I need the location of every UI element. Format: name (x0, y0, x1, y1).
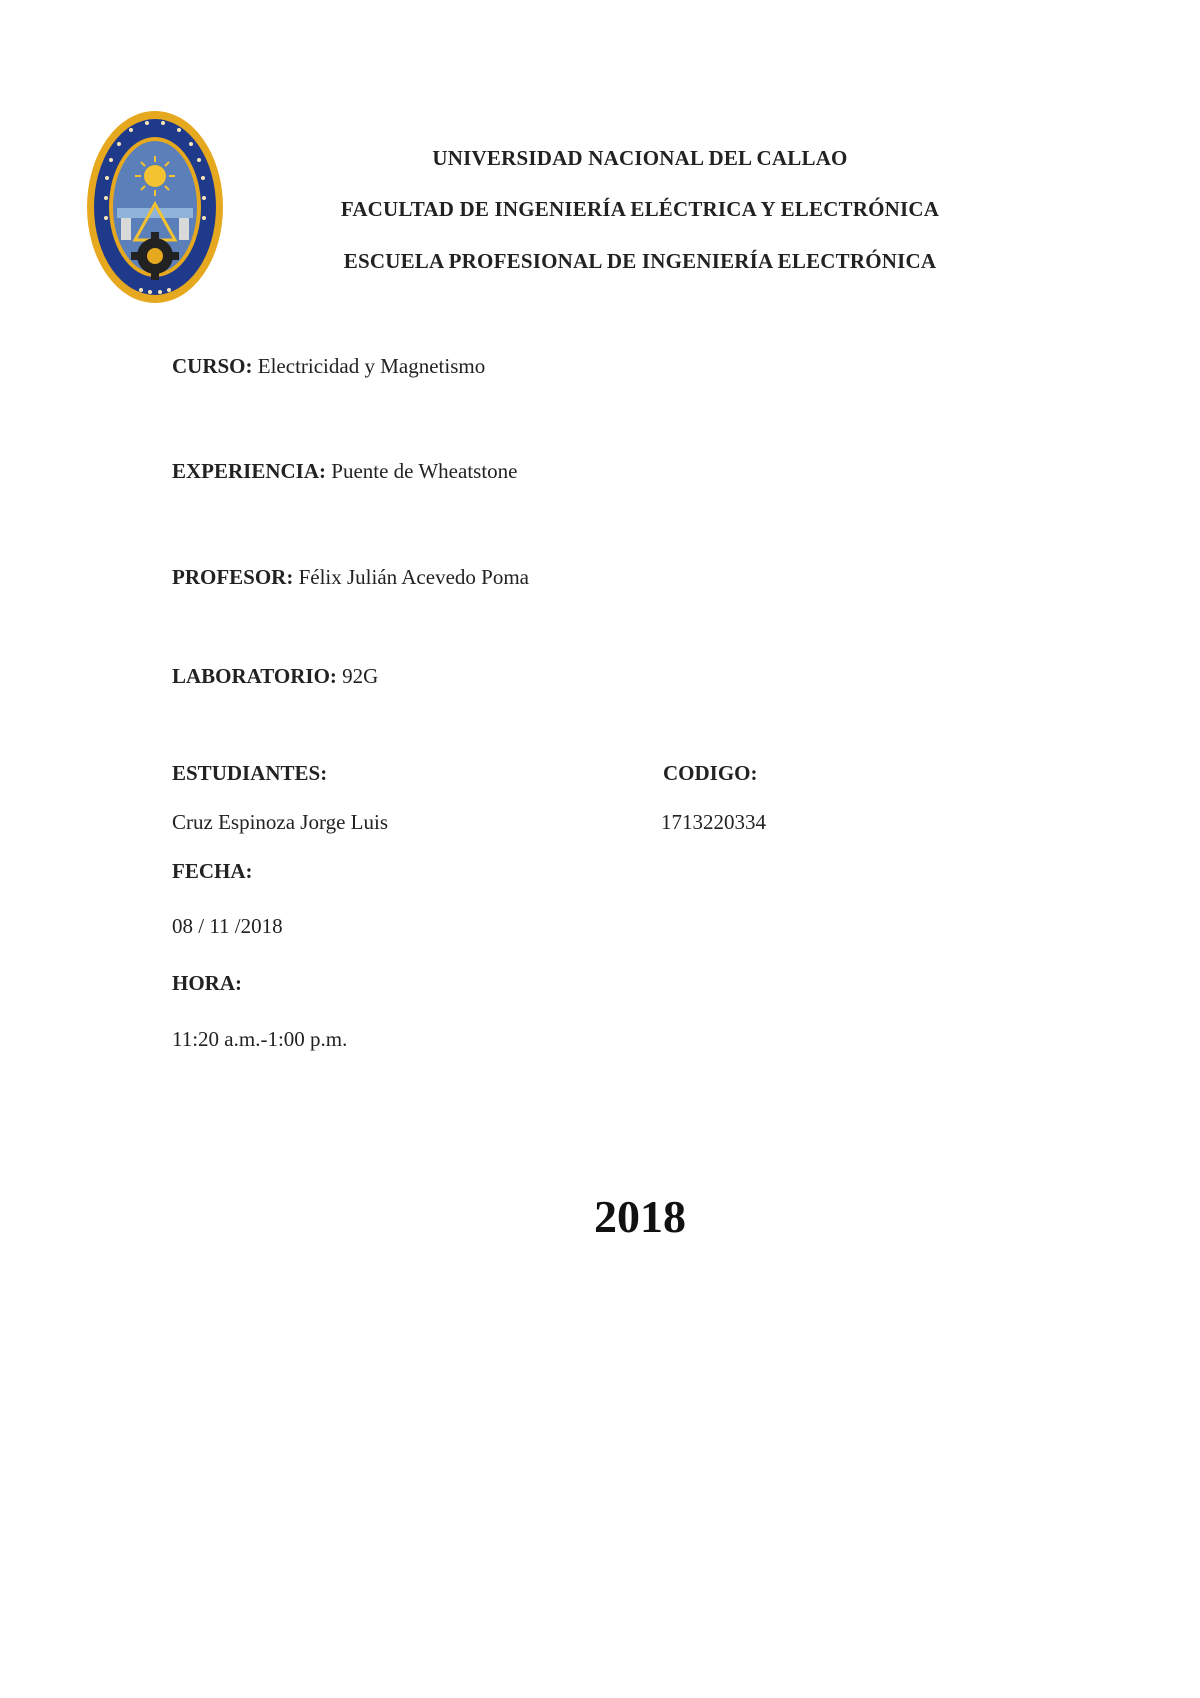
codigo-label: CODIGO: (663, 761, 758, 785)
experiencia-value: Puente de Wheatstone (331, 459, 518, 483)
estudiantes-label: ESTUDIANTES: (172, 761, 328, 785)
fecha-value: 08 / 11 /2018 (172, 914, 283, 938)
student-name: Cruz Espinoza Jorge Luis (172, 810, 388, 834)
curso-label: CURSO: (172, 354, 253, 378)
experiencia-label: EXPERIENCIA: (172, 459, 327, 483)
hora-value: 11:20 a.m.-1:00 p.m. (172, 1027, 348, 1051)
faculty-name: FACULTAD DE INGENIERÍA ELÉCTRICA Y ELECTRÓNICA (340, 197, 940, 221)
university-name: UNIVERSIDAD NACIONAL DEL CALLAO (432, 146, 848, 170)
laboratorio-label: LABORATORIO: (172, 664, 337, 688)
profesor-label: PROFESOR: (172, 565, 294, 589)
curso-value: Electricidad y Magnetismo (257, 354, 486, 378)
hora-label: HORA: (172, 971, 242, 995)
profesor-value: Félix Julián Acevedo Poma (298, 565, 529, 589)
student-code: 1713220334 (661, 810, 766, 834)
curso-field (172, 354, 485, 379)
fecha-label: FECHA: (172, 859, 253, 883)
profesor-field (172, 565, 529, 590)
experiencia-field (172, 459, 518, 484)
document-year: 2018 (594, 1191, 686, 1242)
school-name: ESCUELA PROFESIONAL DE INGENIERÍA ELECTRÓNICA (343, 249, 937, 273)
laboratorio-value: 92G (342, 664, 379, 688)
laboratorio-field (172, 664, 378, 689)
